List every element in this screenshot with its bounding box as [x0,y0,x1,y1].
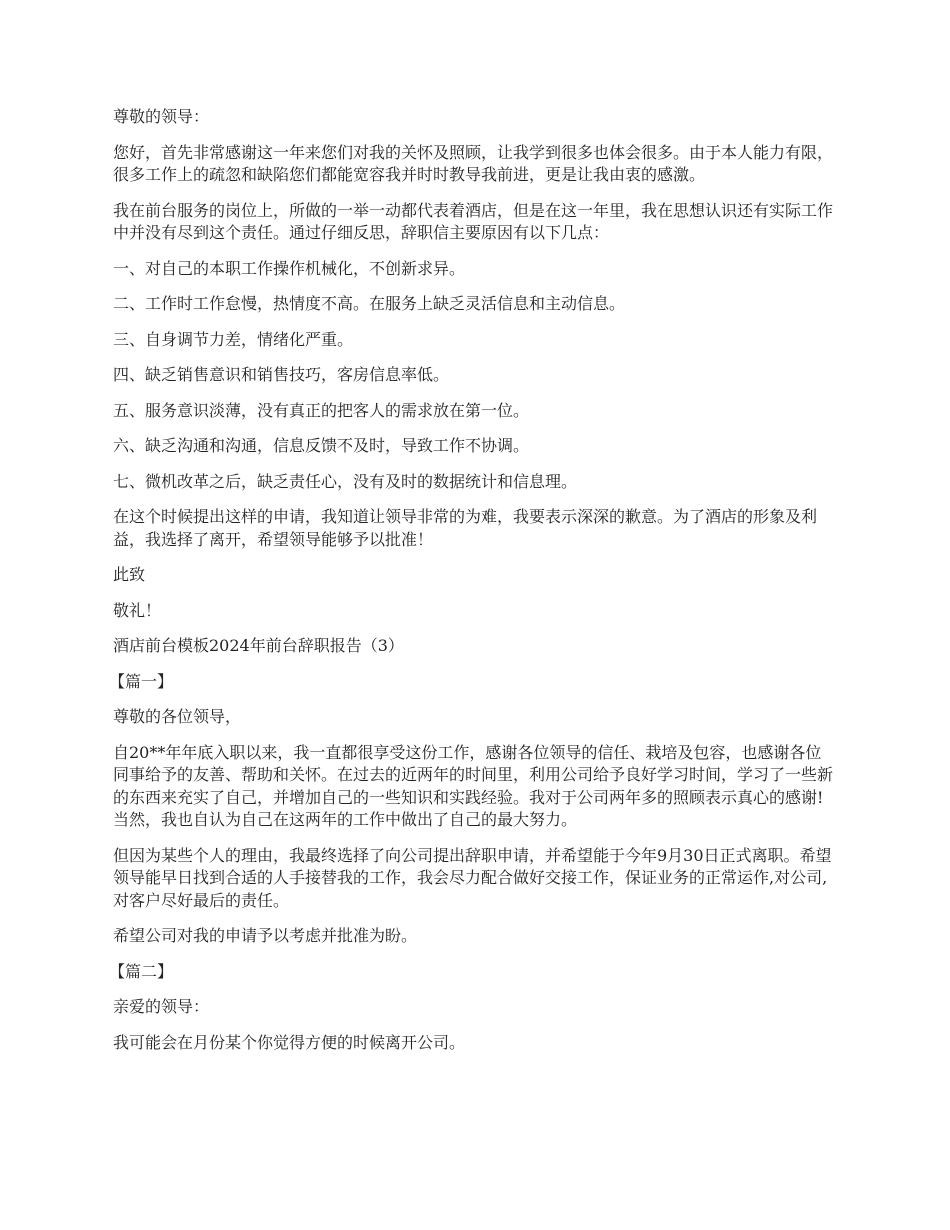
list-item: 六、缺乏沟通和沟通，信息反馈不及时，导致工作不协调。 [113,436,530,455]
body-paragraph: 我在前台服务的岗位上，所做的一举一动都代表着酒店，但是在这一年里，我在思想认识还有实际工作中并没有尽到这个责任。通过仔细反思，辞职信主要原因有以下几点： [113,200,834,242]
list-item: 七、微机改革之后，缺乏责任心，没有及时的数据统计和信息理。 [113,471,578,491]
salutation: 尊敬的各位领导， [113,707,242,726]
document-body [109,106,835,1067]
list-item: 三、自身调节力差，情绪化严重。 [113,329,354,349]
list-item: 四、缺乏销售意识和销售技巧，客房信息率低。 [113,365,450,384]
body-paragraph: 在这个时候提出这样的申请，我知道让领导非常的为难，我要表示深深的歉意。为了酒店的形象及利益，我选择了离开，希望领导能够予以批准！ [113,507,818,549]
part-heading: 【篇二】 [109,961,174,981]
salutation: 尊敬的领导： [113,107,210,126]
body-paragraph: 我可能会在月份某个你觉得方便的时候离开公司。 [113,1032,466,1052]
part-heading: 【篇一】 [109,671,174,691]
list-item: 五、服务意识淡薄，没有真正的把客人的需求放在第一位。 [113,400,530,420]
body-paragraph: 希望公司对我的申请予以考虑并批准为盼。 [113,926,418,945]
section-title: 酒店前台模板2024年前台辞职报告（3） [113,636,404,655]
body-paragraph: 自20**年年底入职以来，我一直都很享受这份工作，感谢各位领导的信任、栽培及包容，也感谢各位同事给予的友善、帮助和关怀。在过去的近两年的时间里，利用公司给予良好学习时间，学习了一些新的东西来充实了自己，并增加自己的一些知识和实践经验。我对于公司两年多的照顾表示真心的感谢!当然，我也自认为自己在这两年的工作中做出了自己的最大努力。 [113,742,834,829]
list-item: 二、工作时工作怠慢，热情度不高。在服务上缺乏灵活信息和主动信息。 [113,294,626,313]
list-item: 一、对自己的本职工作操作机械化，不创新求异。 [113,258,466,278]
body-paragraph: 您好，首先非常感谢这一年来您们对我的关怀及照顾，让我学到很多也体会很多。由于本人能力有限，很多工作上的疏忽和缺陷您们都能宽容我并时时教导我前进，更是让我由衷的感激。 [113,142,834,184]
closing-line: 此致 [113,565,146,584]
body-paragraph: 但因为某些个人的理由，我最终选择了向公司提出辞职申请，并希望能于今年9月30日正式离职。希望领导能早日找到合适的人手接替我的工作，我会尽力配合做好交接工作，保证业务的正常运作,对公司,对客户尽好最后的责任。 [113,845,832,910]
closing-line: 敬礼！ [113,600,162,620]
salutation: 亲爱的领导： [113,997,210,1016]
